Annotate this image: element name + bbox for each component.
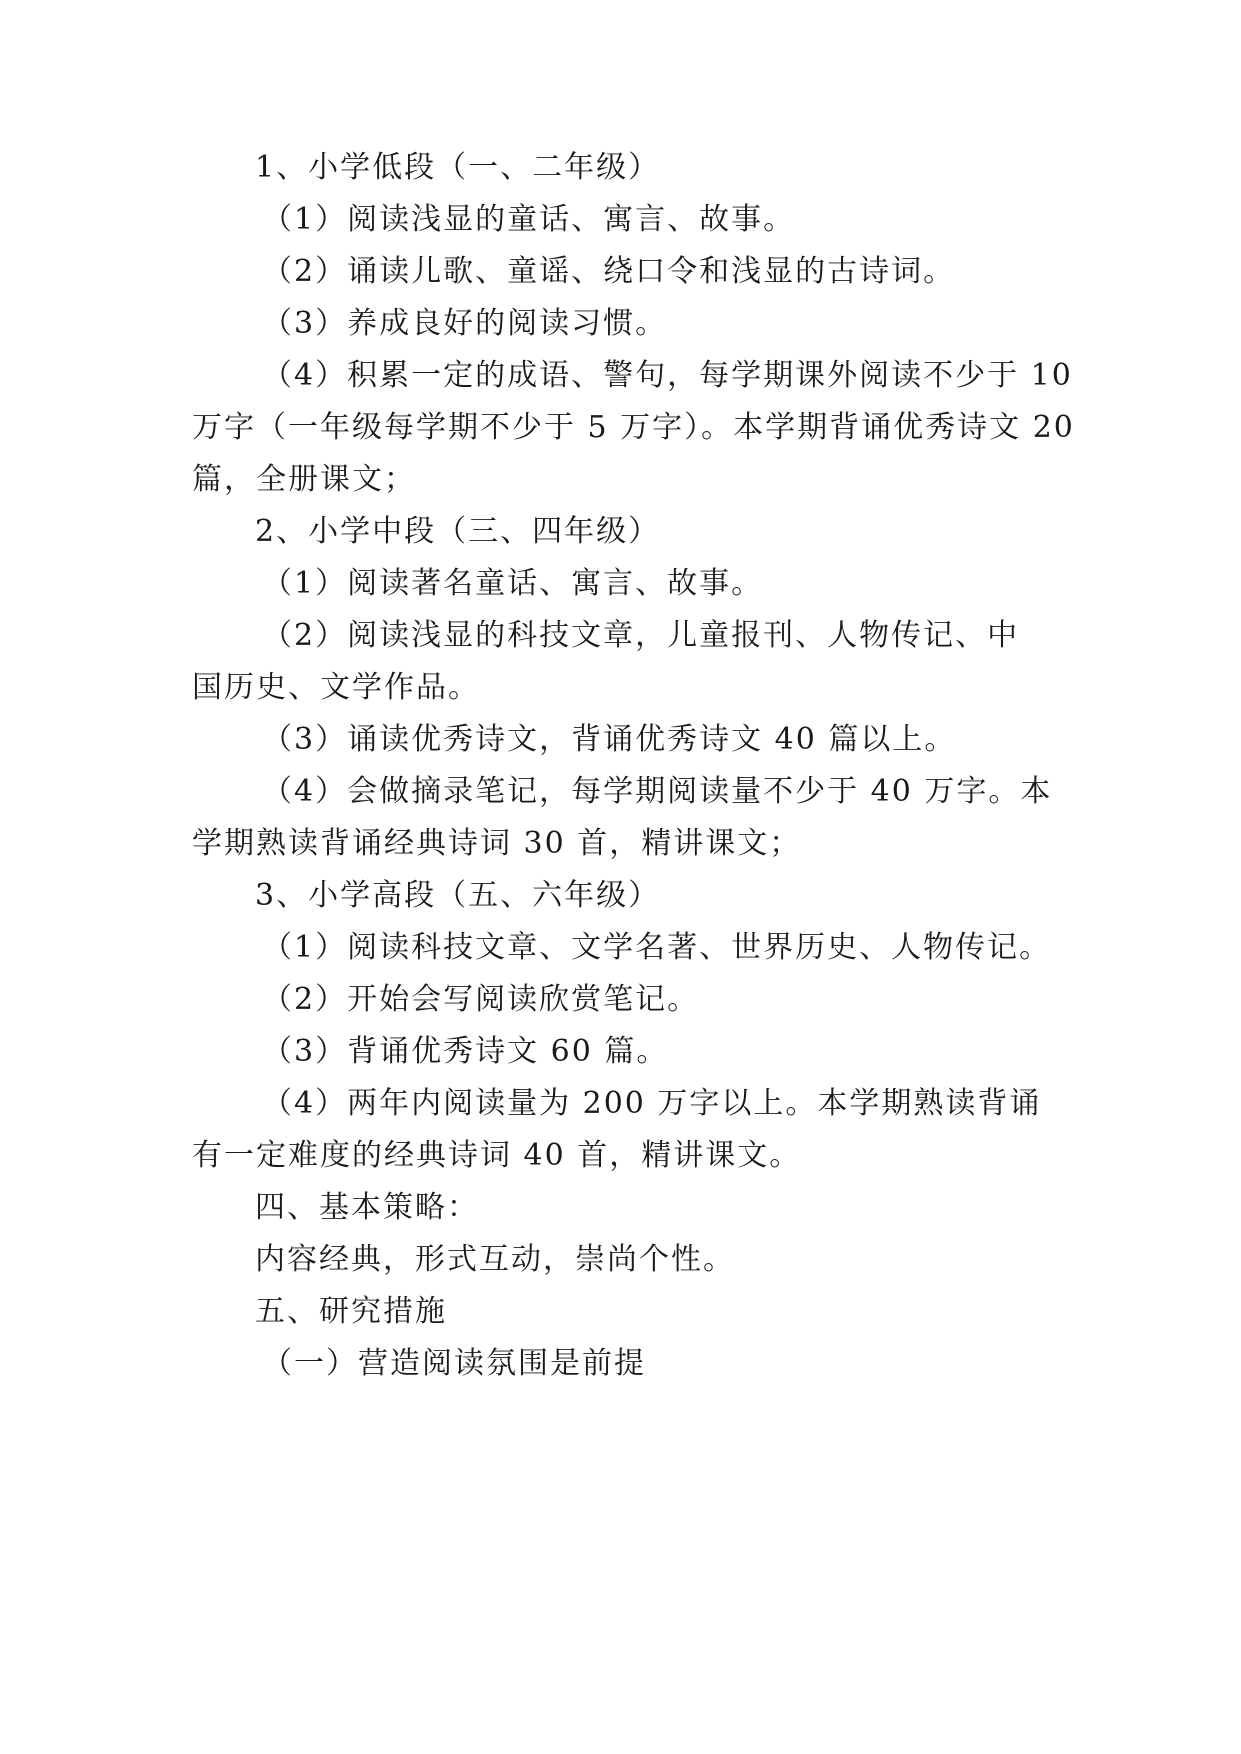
- section-heading-measures: 五、研究措施: [255, 1294, 447, 1329]
- paragraph-line: （1）阅读著名童话、寓言、故事。: [262, 566, 764, 601]
- paragraph-line: （3）诵读优秀诗文，背诵优秀诗文 40 篇以上。: [262, 722, 957, 757]
- paragraph-line: （4）积累一定的成语、警句，每学期课外阅读不少于 10: [262, 358, 1073, 393]
- paragraph-line: 学期熟读背诵经典诗词 30 首，精讲课文；: [192, 826, 802, 861]
- subsection-heading: （一）营造阅读氛围是前提: [262, 1346, 646, 1381]
- paragraph-line: （4）会做摘录笔记，每学期阅读量不少于 40 万字。本: [262, 774, 1053, 809]
- section-heading-middle-grades: 2、小学中段（三、四年级）: [255, 514, 661, 549]
- paragraph-line: 内容经典，形式互动，崇尚个性。: [255, 1242, 735, 1277]
- paragraph-line: （1）阅读科技文章、文学名著、世界历史、人物传记。: [262, 930, 1052, 965]
- paragraph-line: 有一定难度的经典诗词 40 首，精讲课文。: [192, 1138, 802, 1173]
- paragraph-line: （2）开始会写阅读欣赏笔记。: [262, 982, 700, 1017]
- paragraph-line: （1）阅读浅显的童话、寓言、故事。: [262, 202, 796, 237]
- paragraph-line: 篇，全册课文；: [192, 462, 416, 497]
- paragraph-line: （4）两年内阅读量为 200 万字以上。本学期熟读背诵: [262, 1086, 1042, 1121]
- paragraph-line: 万字（一年级每学期不少于 5 万字）。本学期背诵优秀诗文 20: [192, 410, 1075, 445]
- paragraph-line: （2）诵读儿歌、童谣、绕口令和浅显的古诗词。: [262, 254, 956, 289]
- section-heading-lower-grades: 1、小学低段（一、二年级）: [255, 150, 661, 185]
- section-heading-upper-grades: 3、小学高段（五、六年级）: [255, 878, 661, 913]
- section-heading-strategy: 四、基本策略：: [255, 1190, 479, 1225]
- paragraph-line: （2）阅读浅显的科技文章，儿童报刊、人物传记、中: [262, 618, 1020, 653]
- paragraph-line: （3）养成良好的阅读习惯。: [262, 306, 668, 341]
- paragraph-line: （3）背诵优秀诗文 60 篇。: [262, 1034, 669, 1069]
- paragraph-line: 国历史、文学作品。: [192, 670, 480, 705]
